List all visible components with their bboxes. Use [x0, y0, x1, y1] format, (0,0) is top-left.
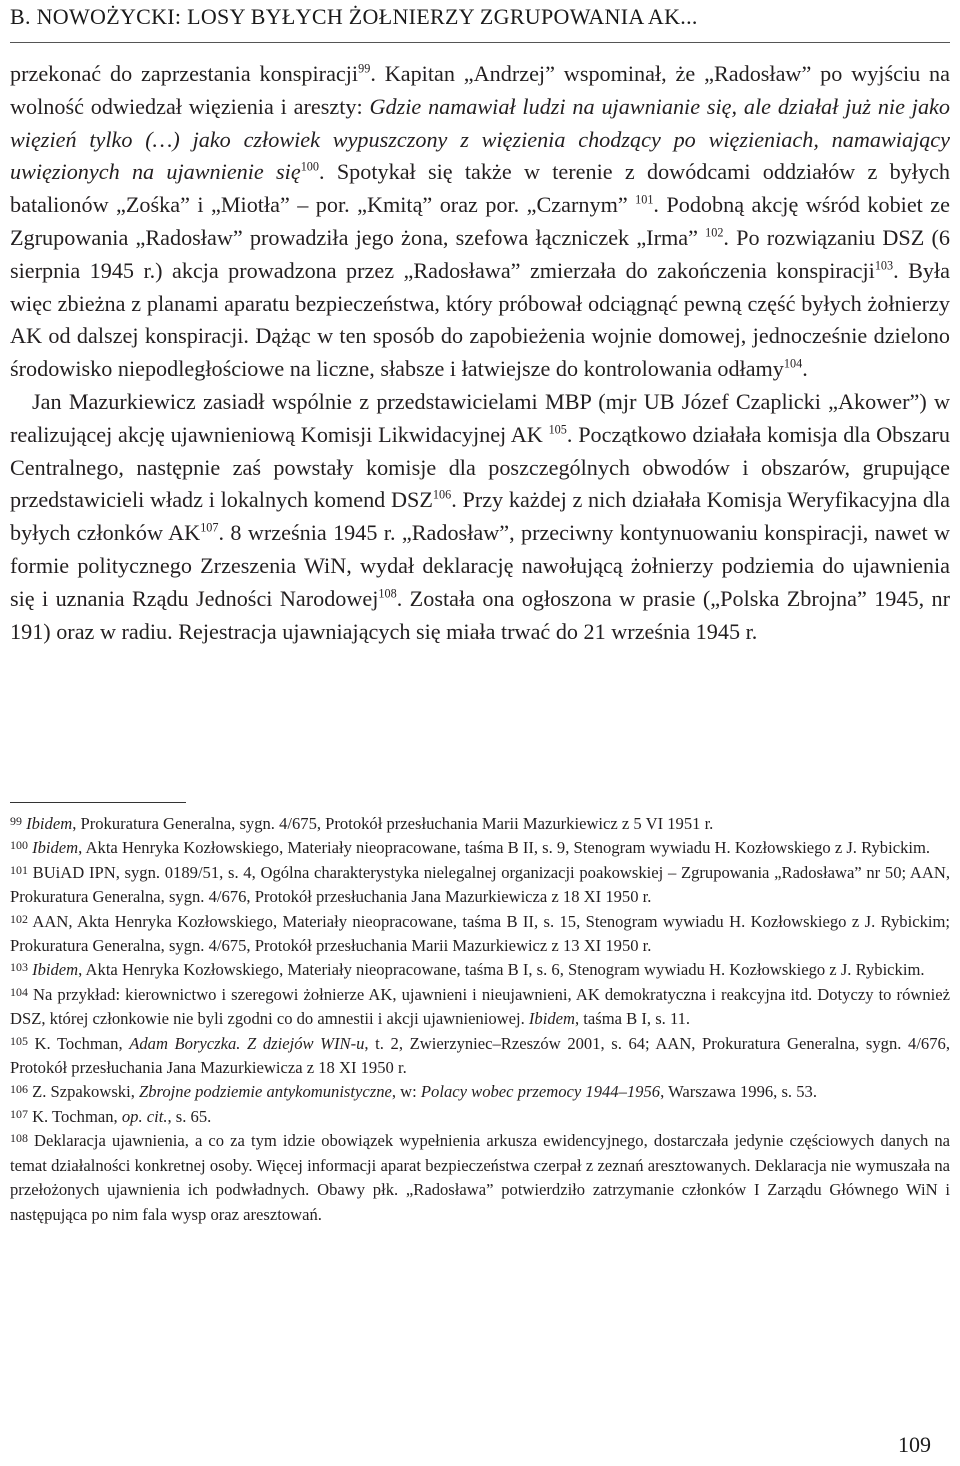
footnote-number: 105	[10, 1033, 28, 1048]
text-run: . Po rozwiązaniu DSZ (6 sierpnia 1945 r.) akcja prowadzona przez „Radosława” zmierzała do zakończenia konspiracji	[10, 224, 950, 283]
italic-text: op. cit.	[121, 1106, 168, 1126]
footnote-number: 99	[10, 813, 22, 828]
footnote-number: 102	[10, 911, 28, 926]
footnote-ref: 104	[783, 356, 803, 371]
footnote-number: 104	[10, 984, 28, 999]
text-run: . Przy każdej z nich działała Komisja Weryfikacyjna dla byłych członków AK	[10, 487, 950, 546]
footnote-106	[10, 1080, 950, 1104]
italic-text: Adam Boryczka. Z dziejów WIN-u	[129, 1033, 365, 1053]
footnote-ref: 100	[300, 159, 319, 174]
footnote-number: 100	[10, 838, 28, 853]
text-run: , t. 2, Zwierzyniec–Rzeszów 2001, s. 64; AAN, Prokuratura Generalna, sygn. 4/676, Protokół przesłuchania Jana Mazurkiewicza z 18 XI 1950 r.	[10, 1033, 950, 1078]
footnote-number: 106	[10, 1082, 28, 1097]
paragraph-1	[10, 58, 950, 386]
footnote-100	[10, 836, 950, 860]
footnote-101	[10, 861, 950, 910]
page-number: 109	[898, 1432, 931, 1457]
italic-text: Ibidem	[32, 960, 79, 980]
text-run: , Akta Henryka Kozłowskiego, Materiały nieopracowane, taśma B I, s. 6, Stenogram wywiadu H. Kozłowskiego z J. Rybickim.	[78, 960, 925, 980]
footnote-105	[10, 1032, 950, 1081]
footnote-ref: 102	[705, 225, 724, 240]
text-run: , Akta Henryka Kozłowskiego, Materiały nieopracowane, taśma B II, s. 9, Stenogram wywiadu H. Kozłowskiego z J. Rybickim.	[78, 838, 931, 858]
text-run: przekonać do zaprzestania konspiracji	[10, 61, 359, 86]
text-run: . 8 września 1945 r. „Radosław”, przeciwny kontynuowaniu konspiracji, nawet w formie politycznego Zrzeszenia WiN, wydał deklarację nawołującą żołnierzy podziemia do ujawnienia się i uznania Rządu Jedności Narodowej	[10, 520, 950, 611]
footnote-102	[10, 910, 950, 959]
footnotes	[10, 812, 950, 1227]
italic-text: Ibidem	[528, 1009, 575, 1029]
text-run: . Została ona ogłoszona w prasie („Polska Zbrojna” 1945, nr 191) oraz w radiu. Rejestracja ujawniających się miała trwać do 21 września 1945 r.	[10, 585, 950, 644]
footnote-number: 103	[10, 960, 28, 975]
paragraph-2	[10, 386, 950, 648]
footnote-number: 107	[10, 1106, 28, 1121]
text-run: .	[802, 356, 808, 382]
footnote-ref: 107	[200, 520, 219, 535]
text-run: Z. Szpakowski,	[32, 1082, 139, 1102]
text-run: . Początkowo działała komisja dla Obszaru Centralnego, następnie zaś powstały komisje dla poszczególnych obwodów i obszarów, grupujące przedstawicieli władz i lokalnych komend DSZ	[10, 421, 950, 513]
text-run: , w:	[391, 1082, 421, 1102]
text-run: BUiAD IPN, sygn. 0189/51, s. 4, Ogólna charakterystyka nielegalnej organizacji poakowskiej – Zgrupowania „Radosława” nr 50; AAN, Prokuratura Generalna, sygn. 4/676, Protokół przesłuchania Jana Mazurkiewicza z 18 XI 1950 r.	[10, 862, 950, 907]
italic-text: Zbrojne podziemie antykomunistyczne	[139, 1082, 392, 1102]
text-run: . Była więc zbieżna z planami aparatu bezpieczeństwa, który próbował odciągnąć pewną część byłych żołnierzy AK od dalszej konspiracji. Dążąc w ten sposób do zapobieżenia wojnie domowej, jednocześnie dzielono środowisko niepodległościowe na liczne, słabsze i łatwiejsze do kontrolowania odłamy	[10, 257, 951, 382]
footnote-99	[10, 812, 950, 836]
text-run: Na przykład: kierownictwo i szeregowi żołnierze AK, ujawnieni i nieujawnieni, AK demokratyczna i reakcyjna itd. Dotyczy to również DSZ, której członkowie nie byli zgodni co do amnestii i akcji ujawnieniowej.	[10, 984, 950, 1029]
footnote-103	[10, 958, 950, 982]
footnote-separator	[10, 802, 186, 803]
text-run: . Kapitan „Andrzej” wspominał, że „Radosław” po wyjściu na wolność odwiedzał więzienia i areszty:	[10, 61, 951, 119]
footnote-104	[10, 983, 950, 1032]
footnote-ref: 108	[378, 586, 397, 601]
footnote-number: 108	[10, 1131, 28, 1146]
text-run: . Podobną akcję wśród kobiet ze Zgrupowania „Radosław” prowadziła jego żona, szefowa łączniczek „Irma”	[10, 192, 950, 250]
footnote-number: 101	[10, 862, 28, 877]
footnote-ref: 106	[432, 487, 452, 502]
footnote-ref: 103	[874, 258, 894, 273]
footnote-ref: 105	[548, 422, 567, 437]
main-text	[10, 58, 950, 648]
text-run: . Spotykał się także w terenie z dowódcami oddziałów z byłych batalionów „Zośka” i „Miotła” – por. „Kmitą” oraz por. „Czarnym”	[10, 159, 950, 218]
footnote-108	[10, 1129, 950, 1227]
text-run: , s. 65.	[167, 1106, 212, 1126]
text-run: , Warszawa 1996, s. 53.	[660, 1082, 817, 1102]
text-run: , Prokuratura Generalna, sygn. 4/675, Protokół przesłuchania Marii Mazurkiewicz z 5 VI 1951 r.	[72, 814, 714, 833]
italic-text: Gdzie namawiał ludzi na ujawnianie się, ale działał już nie jako więzień tylko (…) jako człowiek wypuszczony z więzienia chodzący po więzieniach, namawiający uwięzionych na ujawnienie się	[10, 93, 950, 185]
italic-text: Ibidem	[26, 814, 73, 833]
footnote-107	[10, 1105, 950, 1129]
text-run: , taśma B I, s. 11.	[575, 1009, 691, 1029]
text-run: Jan Mazurkiewicz zasiadł wspólnie z przedstawicielami MBP (mjr UB Józef Czaplicki „Akower”) w realizującej akcję ujawnieniową Komisji Likwidacyjnej AK	[10, 388, 950, 447]
italic-text: Polacy wobec przemocy 1944–1956	[420, 1082, 661, 1102]
italic-text: Ibidem	[32, 838, 79, 858]
footnote-ref: 99	[358, 61, 371, 76]
text-run: K. Tochman,	[34, 1033, 130, 1053]
running-head: B. NOWOŻYCKI: LOSY BYŁYCH ŻOŁNIERZY ZGRUPOWANIA AK...	[10, 4, 698, 29]
text-run: Deklaracja ujawnienia, a co za tym idzie obowiązek wypełnienia arkusza ewidencyjnego, dostarczała jedynie częściowych danych na temat działalności konkretnej osoby. Więcej informacji aparat bezpieczeństwa czerpał z zeznań aresztowanych. Deklaracja nie wymuszała na przełożonych ujawnienia ich podwładnych. Obawy płk. „Radosława” potwierdziło zatrzymanie członków I Zarządu Głównego WiN i następująca po nim fala wysp oraz aresztowań.	[10, 1131, 950, 1224]
text-run: K. Tochman,	[32, 1106, 122, 1126]
header-divider	[10, 42, 950, 43]
footnote-ref: 101	[635, 192, 654, 207]
text-run: AAN, Akta Henryka Kozłowskiego, Materiały nieopracowane, taśma B II, s. 15, Stenogram wywiadu H. Kozłowskiego z J. Rybickim; Prokuratura Generalna, sygn. 4/675, Protokół przesłuchania Marii Mazurkiewicz z 13 XI 1950 r.	[10, 911, 951, 956]
